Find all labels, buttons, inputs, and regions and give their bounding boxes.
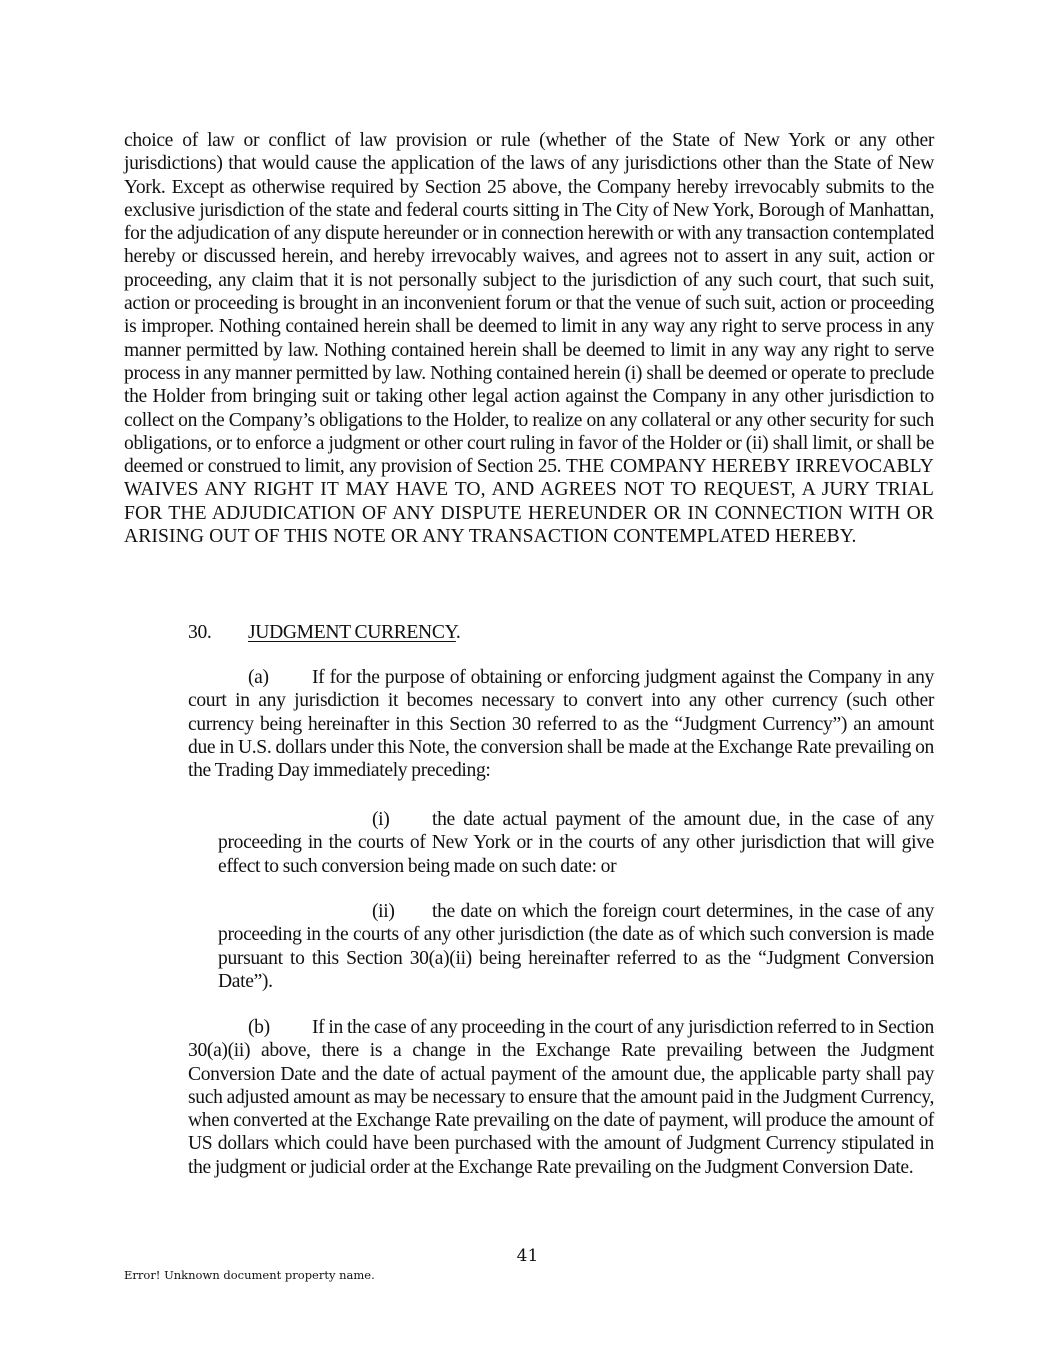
section-number: 30. [188, 622, 212, 643]
section-title: JUDGMENT CURRENCY [248, 622, 456, 643]
footer-text: Error! Unknown document property name. [124, 1268, 375, 1282]
jury-waiver-text: THE COMPANY HEREBY IRREVOCABLY WAIVES ANY RIGHT IT MAY HAVE TO, AND AGREES NOT TO REQUEST, A JURY TRIAL FOR THE ADJUDICATION OF ANY DISPUTE HEREUNDER OR IN CONNECTION WITH OR ARISING OUT OF THIS NOTE OR ANY TRANSACTION CONTEMPLATED HEREBY. [124, 456, 934, 548]
section-heading [188, 621, 688, 644]
clause-i [218, 808, 934, 878]
clause-b [188, 1016, 934, 1179]
clause-ii [218, 900, 934, 993]
clause-text: the date on which the foreign court determines, in the case of any proceeding in the courts of any other jurisdiction (the date as of which such conversion is made pursuant to this Section 30(a)(ii) being hereinafter referred to as the “Judgment Conversion Date”). [218, 901, 934, 992]
clause-marker: (ii) [372, 901, 395, 922]
clause-marker: (i) [372, 809, 390, 830]
page-number: 41 [516, 1246, 539, 1266]
section-title-period: . [455, 622, 461, 643]
clause-marker: (a) [248, 667, 269, 688]
clause-marker: (b) [248, 1017, 270, 1038]
clause-text: If in the case of any proceeding in the court of any jurisdiction referred to in Section 30(a)(ii) above, there is a change in the Exchange Rate prevailing between the Judgment Conversion Date and the date of actual payment of the amount due, the applicable party shall pay such adjusted amount as may be necessary to ensure that the amount paid in the Judgment Currency, when converted at the Exchange Rate prevailing on the date of payment, will produce the amount of US dollars which could have been purchased with the amount of Judgment Currency stipulated in the judgment or judicial order at the Exchange Rate prevailing on the Judgment Conversion Date. [188, 1017, 934, 1178]
continuation-paragraph [124, 129, 934, 548]
clause-text: the date actual payment of the amount due, in the case of any proceeding in the courts of New York or in the courts of any other jurisdiction that will give effect to such conversion being made on such date: or [218, 809, 934, 877]
clause-text: If for the purpose of obtaining or enforcing judgment against the Company in any court in any jurisdiction it becomes necessary to convert into any other currency (such other currency being hereinafter in this Section 30 referred to as the “Judgment Currency”) an amount due in U.S. dollars under this Note, the conversion shall be made at the Exchange Rate prevailing on the Trading Day immediately preceding: [188, 667, 934, 782]
paragraph-text: choice of law or conflict of law provision or rule (whether of the State of New York or any other jurisdictions) that would cause the application of the laws of any jurisdictions other than the State of New York. Except as otherwise required by Section 25 above, the Company hereby irrevocably submits to the exclusive jurisdiction of the state and federal courts sitting in The City of New York, Borough of Manhattan, for the adjudication of any dispute hereunder or in connection herewith or with any transaction contemplated hereby or discussed herein, and hereby irrevocably waives, and agrees not to assert in any suit, action or proceeding, any claim that it is not personally subject to the jurisdiction of any such court, that such suit, action or proceeding is brought in an inconvenient forum or that the venue of such suit, action or proceeding is improper. Nothing contained herein shall be deemed to limit in any way any right to serve process in any manner permitted by law. Nothing contained herein shall be deemed to limit in any way any right to serve process in any manner permitted by law. Nothing contained herein (i) shall be deemed or operate to preclude the Holder from bringing suit or taking other legal action against the Company in any other jurisdiction to collect on the Company’s obligations to the Holder, to realize on any collateral or any other security for such obligations, or to enforce a judgment or other court ruling in favor of the Holder or (ii) shall limit, or shall be deemed or construed to limit, any provision of Section 25. [124, 130, 934, 478]
clause-a [188, 666, 934, 782]
